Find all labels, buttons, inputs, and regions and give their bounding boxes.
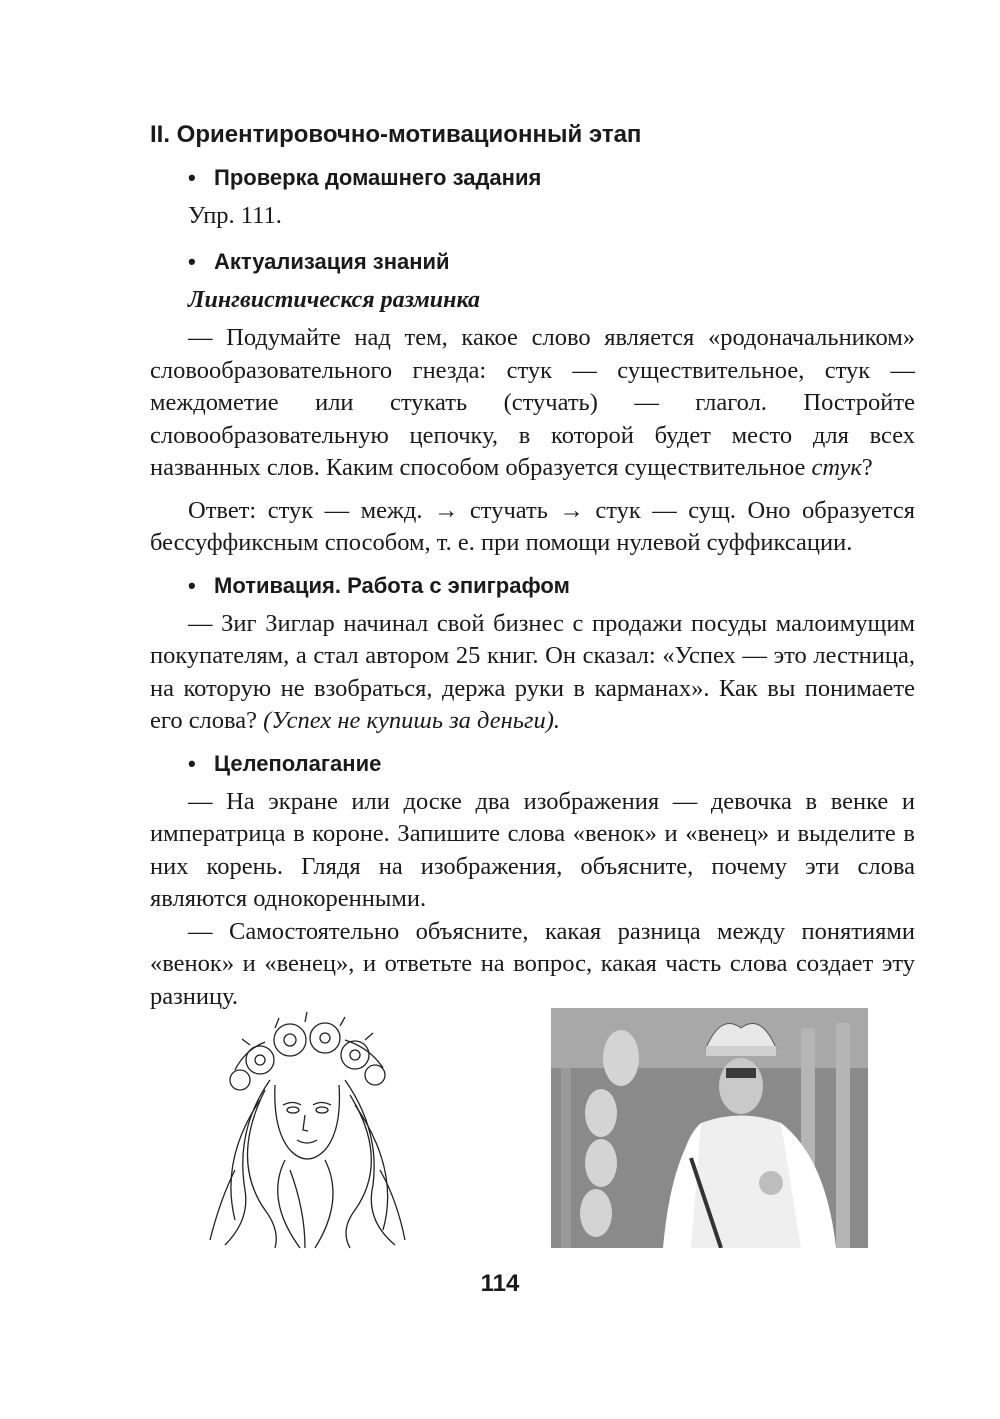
homework-heading: [188, 162, 915, 194]
warmup-question: [150, 322, 915, 485]
girl-wreath-illustration: [205, 1010, 410, 1250]
stage-heading: II. Ориентировочно-мотивационный этап: [150, 121, 642, 148]
warmup-subheading: Лингвистическся разминка: [188, 287, 481, 313]
actualization-heading-label: Актуализация знаний: [214, 249, 450, 274]
homework-heading-label: Проверка домашнего задания: [214, 165, 542, 190]
goal-text-2: — Самостоятельно объясните, какая разница между понятиями «венок» и «венец», и ответьте на вопрос, какая часть слова создает эту разницу.: [150, 917, 915, 1010]
flower-icon: [230, 1012, 385, 1090]
empress-crown-photo: [551, 1008, 868, 1248]
goal-heading-label: Целеполагание: [214, 750, 382, 776]
warmup-question-italic: стук: [811, 454, 862, 481]
homework-text: Упр. 111.: [188, 202, 282, 229]
motivation-heading-label: Мотивация. Работа с эпиграфом: [214, 572, 570, 598]
motivation-text-main: — Зиг Зиглар начинал свой бизнес с продажи посуды малоимущим покупателям, а стал автором 25 книг. Он сказал: «Успех — это лестница, на которую не взобраться, держа руки в карманах». Как вы понимаете его слова?: [150, 609, 915, 734]
page-content: [150, 118, 915, 1023]
warmup-answer: Ответ: стук — межд. → стучать → стук — сущ. Оно образуется бессуффиксным способом, т. е. при помощи нулевой суффиксации.: [150, 496, 915, 556]
goal-text-1: — На экране или доске два изображения — девочка в венке и императрица в короне. Запишите слова «венок» и «венец» и выделите в них корень. Глядя на изображения, объясните, почему эти слова являются однокоренными.: [150, 787, 915, 912]
motivation-heading: [188, 570, 915, 602]
actualization-heading: [188, 246, 915, 278]
motivation-text-italic: (Успех не купишь за деньги).: [263, 707, 560, 734]
page-number: 114: [480, 1270, 520, 1297]
warmup-question-text: — Подумайте над тем, какое слово является «родоначальником» словообразовательного гнезда: стук — существительное, стук — междометие или стукать (стучать) — глагол. Постройте словообразовательную цепочку, в которой будет место для всех названных слов. Каким способом образуется существительное: [150, 324, 915, 481]
bullet-icon: •: [188, 249, 196, 274]
bullet-icon: •: [188, 572, 196, 598]
goal-heading: [188, 748, 915, 780]
bullet-icon: •: [188, 165, 196, 190]
warmup-question-end: ?: [861, 454, 873, 481]
bullet-icon: •: [188, 750, 196, 776]
motivation-text: [150, 608, 915, 738]
